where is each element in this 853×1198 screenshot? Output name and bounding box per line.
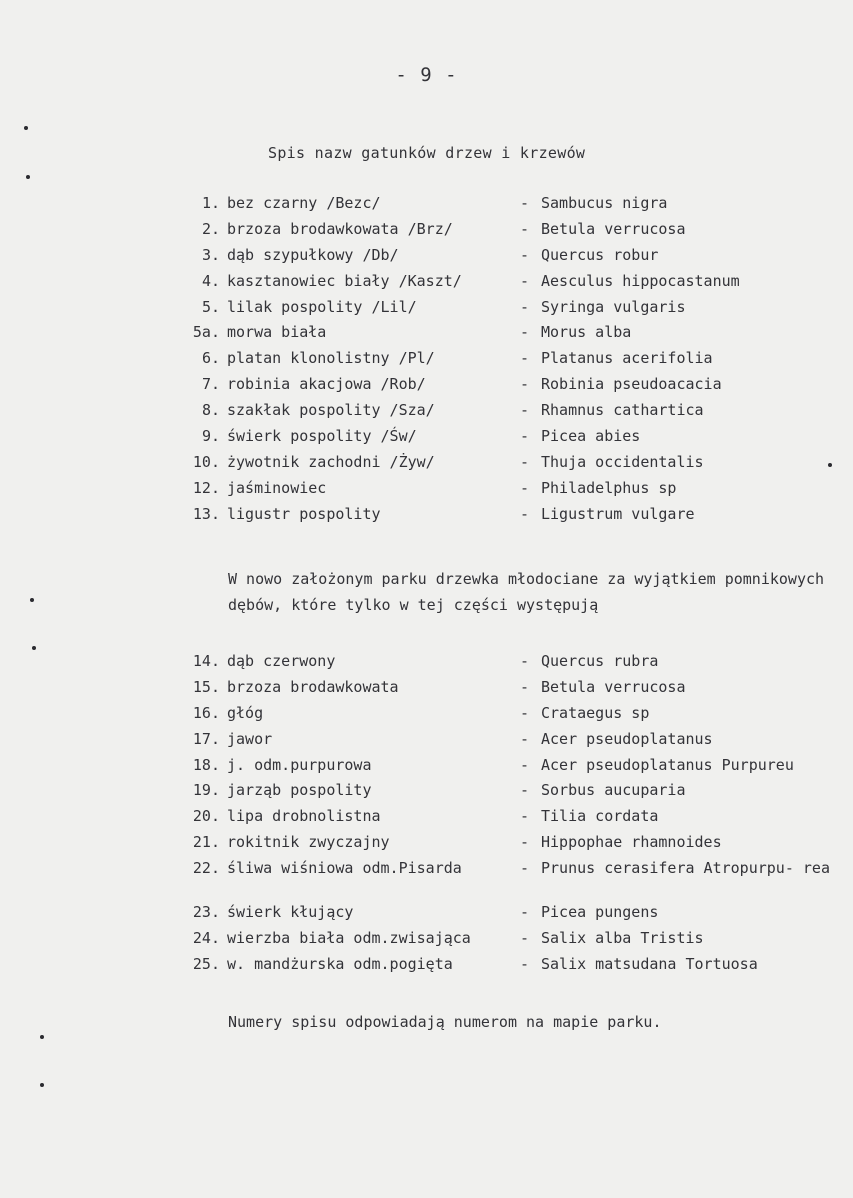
footer-note: Numery spisu odpowiadają numerom na mapie parku. <box>228 1013 662 1031</box>
polish-name: jarząb pospolity <box>227 781 372 800</box>
list-item <box>0 349 853 375</box>
polish-name: dąb szypułkowy /Db/ <box>227 245 399 264</box>
list-item <box>0 323 853 349</box>
list-item <box>0 652 853 678</box>
polish-name: szakłak pospolity /Sza/ <box>227 401 435 420</box>
punch-hole-mark <box>828 463 832 467</box>
latin-name: Betula verrucosa <box>541 677 686 696</box>
list-item <box>0 704 853 730</box>
latin-name: Quercus rubra <box>541 652 659 670</box>
dash: - <box>520 703 530 722</box>
latin-name: Tilia cordata <box>541 807 659 826</box>
polish-name: śliwa wiśniowa odm.Pisarda <box>227 859 462 878</box>
dash: - <box>520 297 530 316</box>
item-number: 8. <box>201 401 220 420</box>
list-item <box>0 401 853 427</box>
item-number: 6. <box>201 349 220 368</box>
list-item <box>0 756 853 782</box>
polish-name: platan klonolistny /Pl/ <box>227 349 435 368</box>
item-number: 14. <box>192 652 220 670</box>
dash: - <box>520 401 530 420</box>
list-item <box>0 505 853 531</box>
item-number: 2. <box>201 219 220 238</box>
species-list-1 <box>0 194 853 531</box>
item-number: 20. <box>192 807 220 826</box>
item-number: 22. <box>192 859 220 878</box>
latin-name: Sorbus aucuparia <box>541 781 686 800</box>
item-number: 18. <box>192 755 220 774</box>
dash: - <box>520 504 530 523</box>
list-item <box>0 375 853 401</box>
latin-name: Acer pseudoplatanus Purpureu <box>541 755 794 774</box>
item-number: 16. <box>192 703 220 722</box>
list-item <box>0 453 853 479</box>
item-number: 12. <box>192 478 220 497</box>
dash: - <box>520 375 530 394</box>
polish-name: dąb czerwony <box>227 652 336 670</box>
latin-name: Ligustrum vulgare <box>541 504 695 523</box>
latin-name: Picea abies <box>541 427 641 446</box>
item-number: 24. <box>192 929 220 948</box>
punch-hole-mark <box>26 175 30 179</box>
dash: - <box>520 652 530 670</box>
list-item <box>0 859 853 903</box>
latin-name: Salix matsudana Tortuosa <box>541 954 758 973</box>
latin-name: Aesculus hippocastanum <box>541 271 740 290</box>
latin-name: Quercus robur <box>541 245 659 264</box>
item-number: 25. <box>192 954 220 973</box>
polish-name: lipa drobnolistna <box>227 807 381 826</box>
item-number: 13. <box>192 504 220 523</box>
polish-name: żywotnik zachodni /Żyw/ <box>227 452 435 471</box>
dash: - <box>520 833 530 852</box>
list-item <box>0 272 853 298</box>
latin-name: Rhamnus cathartica <box>541 401 704 420</box>
dash: - <box>520 323 530 342</box>
punch-hole-mark <box>30 598 34 602</box>
latin-name: Crataegus sp <box>541 703 650 722</box>
item-number: 4. <box>201 271 220 290</box>
latin-name: Acer pseudoplatanus <box>541 729 713 748</box>
list-item <box>0 781 853 807</box>
list-item <box>0 678 853 704</box>
dash: - <box>520 194 530 212</box>
polish-name: rokitnik zwyczajny <box>227 833 390 852</box>
dash: - <box>520 729 530 748</box>
polish-name: lilak pospolity /Lil/ <box>227 297 417 316</box>
dash: - <box>520 954 530 973</box>
polish-name: brzoza brodawkowata /Brz/ <box>227 219 453 238</box>
item-number: 9. <box>201 427 220 446</box>
latin-name: Betula verrucosa <box>541 219 686 238</box>
punch-hole-mark <box>40 1083 44 1087</box>
item-number: 5. <box>201 297 220 316</box>
punch-hole-mark <box>24 126 28 130</box>
latin-name: Morus alba <box>541 323 632 342</box>
dash: - <box>520 219 530 238</box>
punch-hole-mark <box>32 646 36 650</box>
dash: - <box>520 929 530 948</box>
dash: - <box>520 478 530 497</box>
page-title: Spis nazw gatunków drzew i krzewów <box>268 144 586 162</box>
polish-name: głóg <box>227 703 264 722</box>
item-number: 5a. <box>192 323 220 342</box>
latin-name: Syringa vulgaris <box>541 297 686 316</box>
punch-hole-mark <box>40 1035 44 1039</box>
dash: - <box>520 427 530 446</box>
list-item <box>0 903 853 929</box>
latin-name: Salix alba Tristis <box>541 929 704 948</box>
dash: - <box>520 245 530 264</box>
polish-name: jaśminowiec <box>227 478 327 497</box>
polish-name: świerk pospolity /Św/ <box>227 427 417 446</box>
intro-paragraph: W nowo założonym parku drzewka młodociane za wyjątkiem pomnikowych dębów, które tylko w tej części występują <box>228 570 825 614</box>
list-item <box>0 807 853 833</box>
latin-name: Philadelphus sp <box>541 478 677 497</box>
latin-name: Sambucus nigra <box>541 194 668 212</box>
latin-name: Thuja occidentalis <box>541 452 704 471</box>
item-number: 23. <box>192 903 220 922</box>
polish-name: robinia akacjowa /Rob/ <box>227 375 426 394</box>
polish-name: wierzba biała odm.zwisająca <box>227 929 471 948</box>
dash: - <box>520 859 530 878</box>
list-item <box>0 194 853 220</box>
dash: - <box>520 271 530 290</box>
item-number: 19. <box>192 781 220 800</box>
list-item <box>0 929 853 955</box>
list-item <box>0 479 853 505</box>
list-item <box>0 427 853 453</box>
list-item <box>0 246 853 272</box>
list-item <box>0 298 853 324</box>
item-number: 10. <box>192 452 220 471</box>
dash: - <box>520 452 530 471</box>
latin-name: Robinia pseudoacacia <box>541 375 722 394</box>
latin-name: Platanus acerifolia <box>541 349 713 368</box>
page-number: - 9 - <box>395 64 458 86</box>
polish-name: jawor <box>227 729 273 748</box>
list-item <box>0 730 853 756</box>
item-number: 21. <box>192 833 220 852</box>
item-number: 7. <box>201 375 220 394</box>
dash: - <box>520 903 530 922</box>
dash: - <box>520 755 530 774</box>
dash: - <box>520 807 530 826</box>
polish-name: ligustr pospolity <box>227 504 381 523</box>
dash: - <box>520 677 530 696</box>
latin-name: Prunus cerasifera Atropurpu- rea <box>541 859 830 878</box>
dash: - <box>520 349 530 368</box>
polish-name: świerk kłujący <box>227 903 354 922</box>
item-number: 1. <box>201 194 220 212</box>
dash: - <box>520 781 530 800</box>
species-list-2 <box>0 652 853 981</box>
polish-name: morwa biała <box>227 323 327 342</box>
latin-name: Hippophae rhamnoides <box>541 833 722 852</box>
list-item <box>0 833 853 859</box>
item-number: 3. <box>201 245 220 264</box>
polish-name: bez czarny /Bezc/ <box>227 194 381 212</box>
list-item <box>0 220 853 246</box>
polish-name: kasztanowiec biały /Kaszt/ <box>227 271 462 290</box>
latin-name: Picea pungens <box>541 903 659 922</box>
list-item <box>0 955 853 981</box>
item-number: 15. <box>192 677 220 696</box>
polish-name: w. mandżurska odm.pogięta <box>227 954 453 973</box>
polish-name: brzoza brodawkowata <box>227 677 399 696</box>
polish-name: j. odm.purpurowa <box>227 755 372 774</box>
item-number: 17. <box>192 729 220 748</box>
